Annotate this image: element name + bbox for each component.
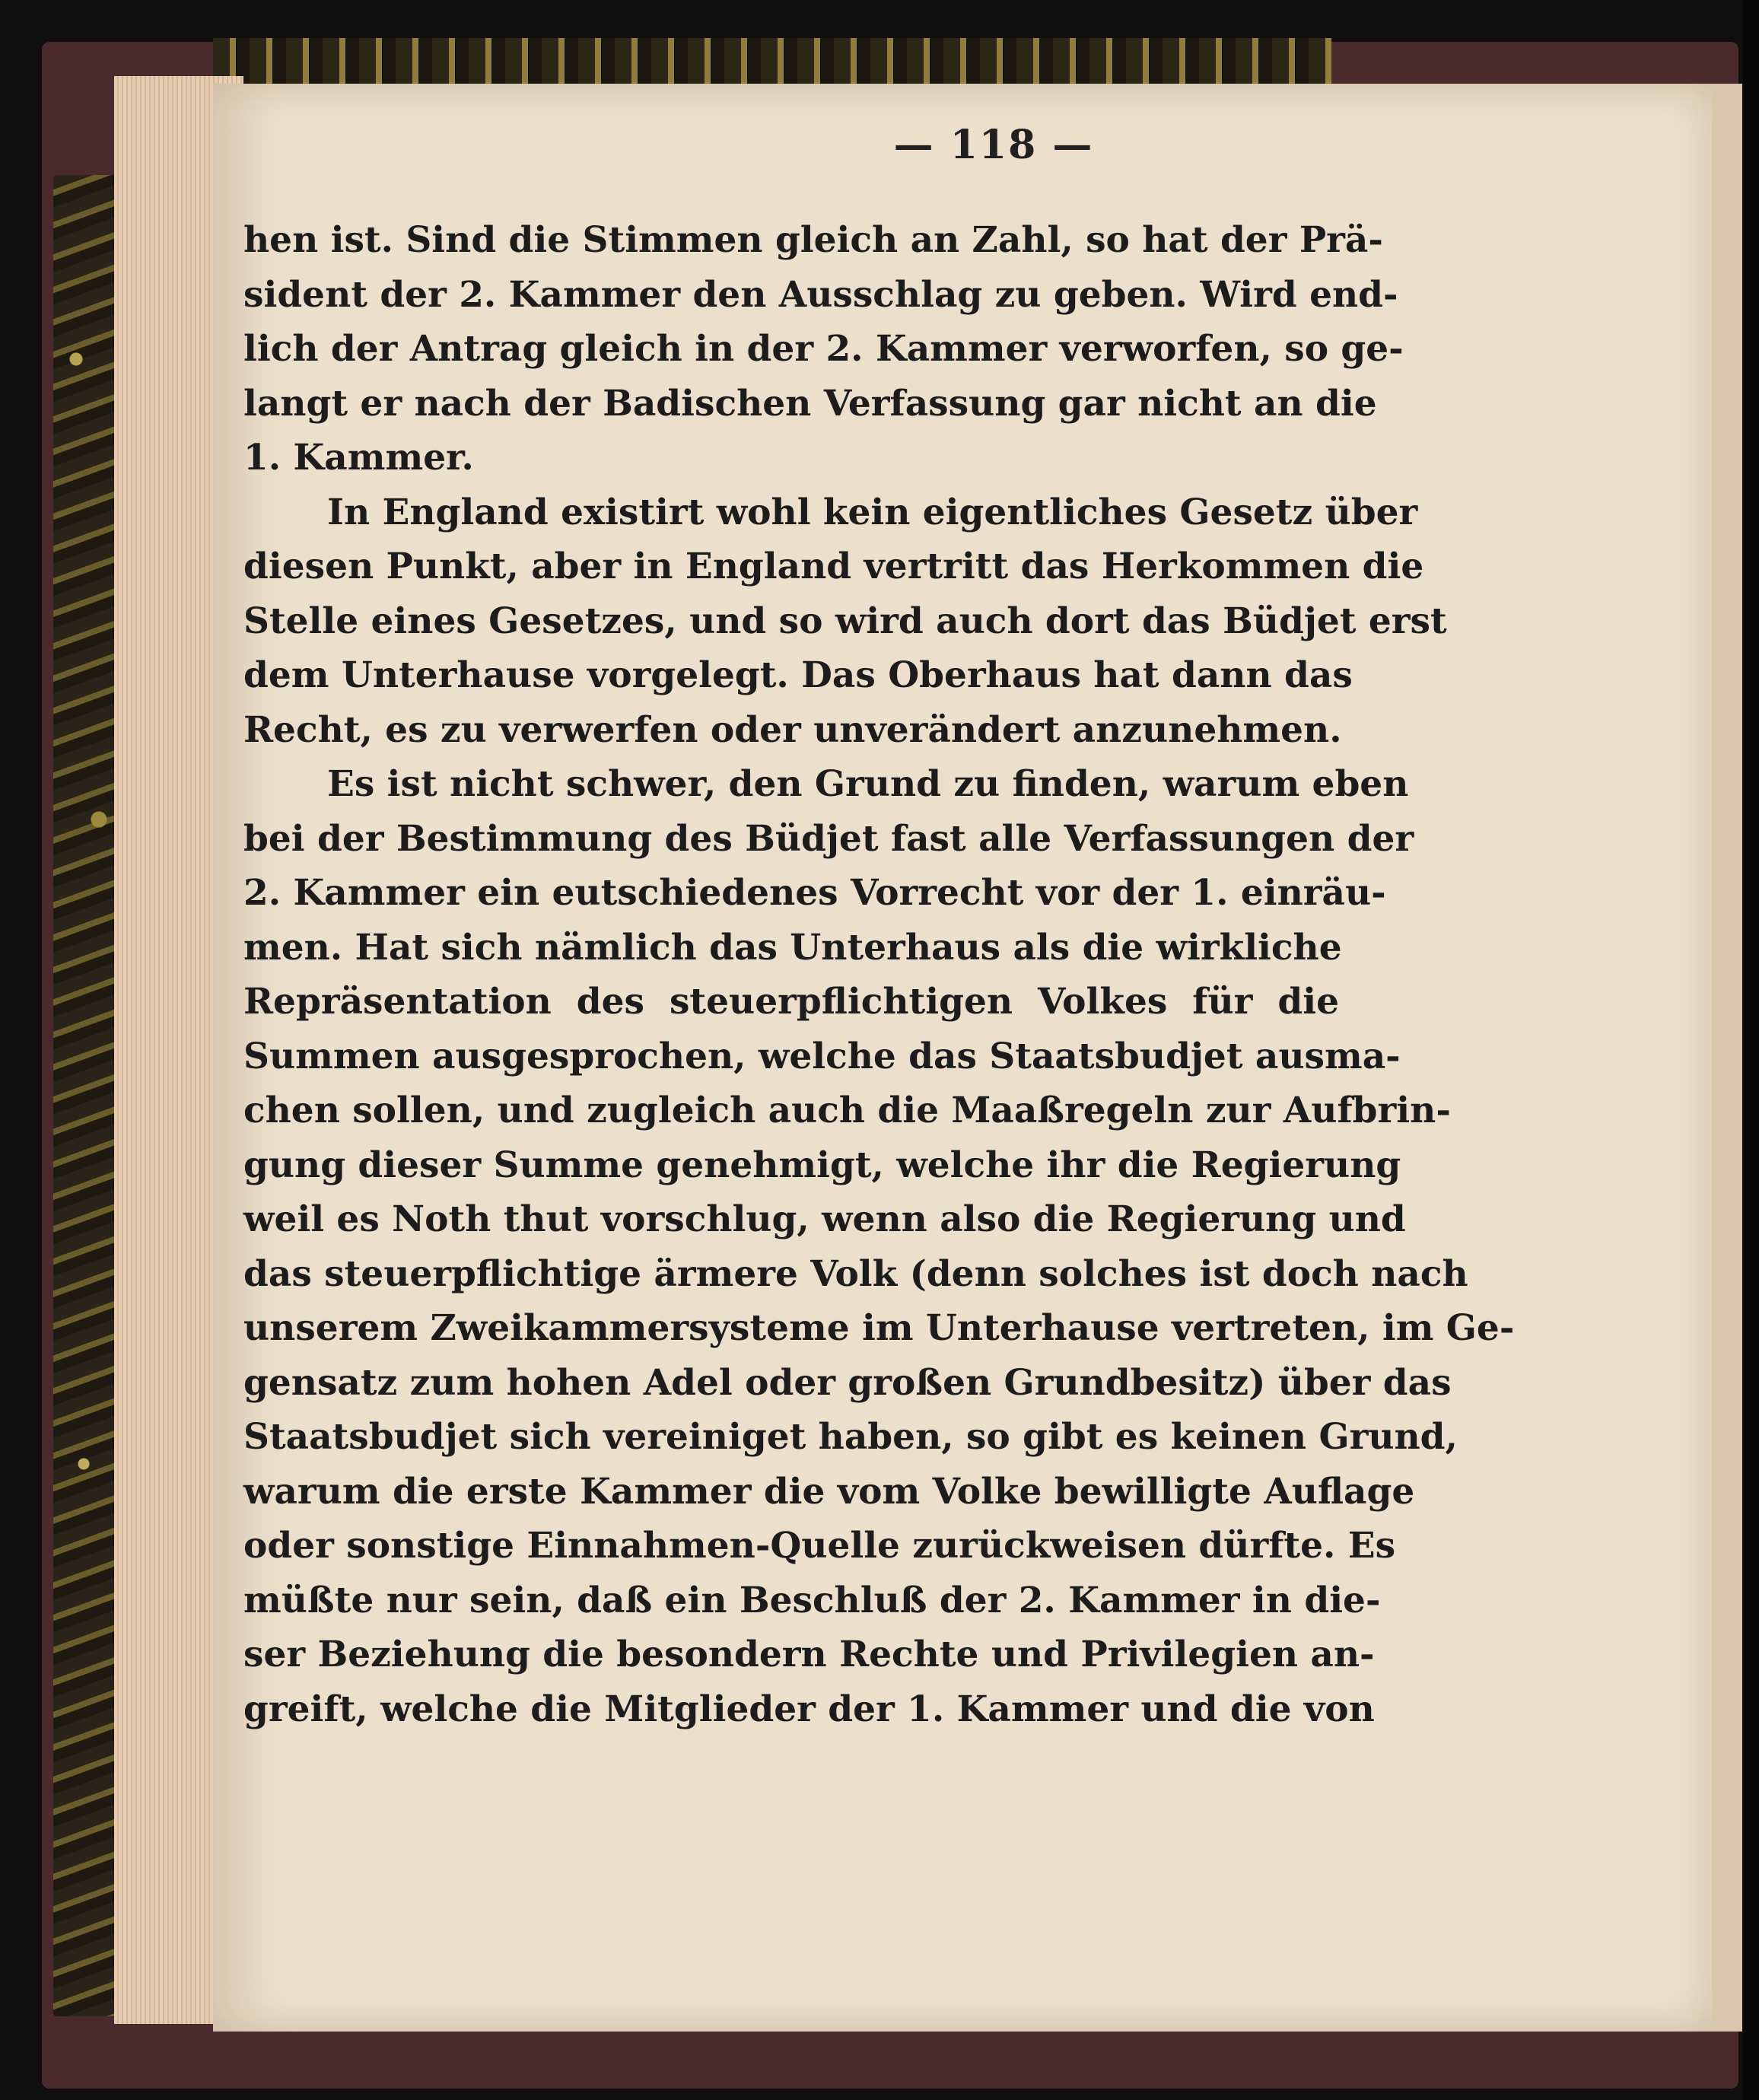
text-line: dem Unterhause vorgelegt. Das Oberhaus hat dann das (243, 654, 1353, 696)
text-line: müßte nur sein, daß ein Beschluß der 2. Kammer in die- (243, 1579, 1381, 1621)
text-line: 1. Kammer. (243, 437, 474, 479)
text-line: oder sonstige Einnahmen-Quelle zurückweisen dürfte. Es (243, 1525, 1396, 1567)
text-line: diesen Punkt, aber in England vertritt das Herkommen die (243, 546, 1424, 587)
text-line: unserem Zweikammersysteme im Unterhause vertreten, im Ge- (243, 1307, 1515, 1349)
text-line: greift, welche die Mitglieder der 1. Kammer und die von (243, 1688, 1375, 1730)
text-line: langt er nach der Badischen Verfassung gar nicht an die (243, 382, 1377, 425)
body-text (243, 213, 1515, 1736)
text-line: Stelle eines Gesetzes, und so wird auch dort das Büdjet erst (243, 600, 1447, 642)
text-line: sident der 2. Kammer den Ausschlag zu geben. Wird end- (243, 273, 1398, 316)
text-line: hen ist. Sind die Stimmen gleich an Zahl, so hat der Prä- (243, 219, 1383, 261)
text-line: das steuerpflichtige ärmere Volk (denn solches ist doch nach (243, 1252, 1468, 1295)
text-line: Repräsentation des steuerpflichtigen Volkes für die (243, 981, 1339, 1023)
marbled-cover-top (213, 38, 1331, 84)
page-number: — 118 — (893, 122, 1094, 168)
text-line: gensatz zum hohen Adel oder großen Grundbesitz) über das (243, 1361, 1452, 1404)
text-line: Summen ausgesprochen, welche das Staatsbudjet ausma- (243, 1035, 1401, 1077)
text-line: Staatsbudjet sich vereiniget haben, so gibt es keinen Grund, (243, 1416, 1458, 1458)
text-line: gung dieser Summe genehmigt, welche ihr die Regierung (243, 1144, 1401, 1186)
text-line: In England existirt wohl kein eigentliches Gesetz über (327, 491, 1418, 533)
text-line: weil es Noth thut vorschlug, wenn also die Regierung und (243, 1198, 1406, 1240)
text-line: men. Hat sich nämlich das Unterhaus als die wirkliche (243, 926, 1342, 969)
background-strip (1742, 0, 1759, 2100)
text-line: Recht, es zu verwerfen oder unverändert anzunehmen. (243, 708, 1342, 751)
text-line: chen sollen, und zugleich auch die Maaßregeln zur Aufbrin- (243, 1090, 1451, 1131)
text-line: 2. Kammer ein eutschiedenes Vorrecht vor der 1. einräu- (243, 872, 1386, 914)
text-line: warum die erste Kammer die vom Volke bewilligte Auflage (243, 1470, 1415, 1513)
text-line: bei der Bestimmung des Büdjet fast alle Verfassungen der (243, 817, 1414, 860)
text-line: ser Beziehung die besondern Rechte und Privilegien an- (243, 1634, 1375, 1675)
text-line: lich der Antrag gleich in der 2. Kammer verworfen, so ge- (243, 328, 1404, 370)
text-line: Es ist nicht schwer, den Grund zu finden, warum eben (327, 763, 1409, 805)
facing-page-edge (1712, 84, 1742, 2032)
